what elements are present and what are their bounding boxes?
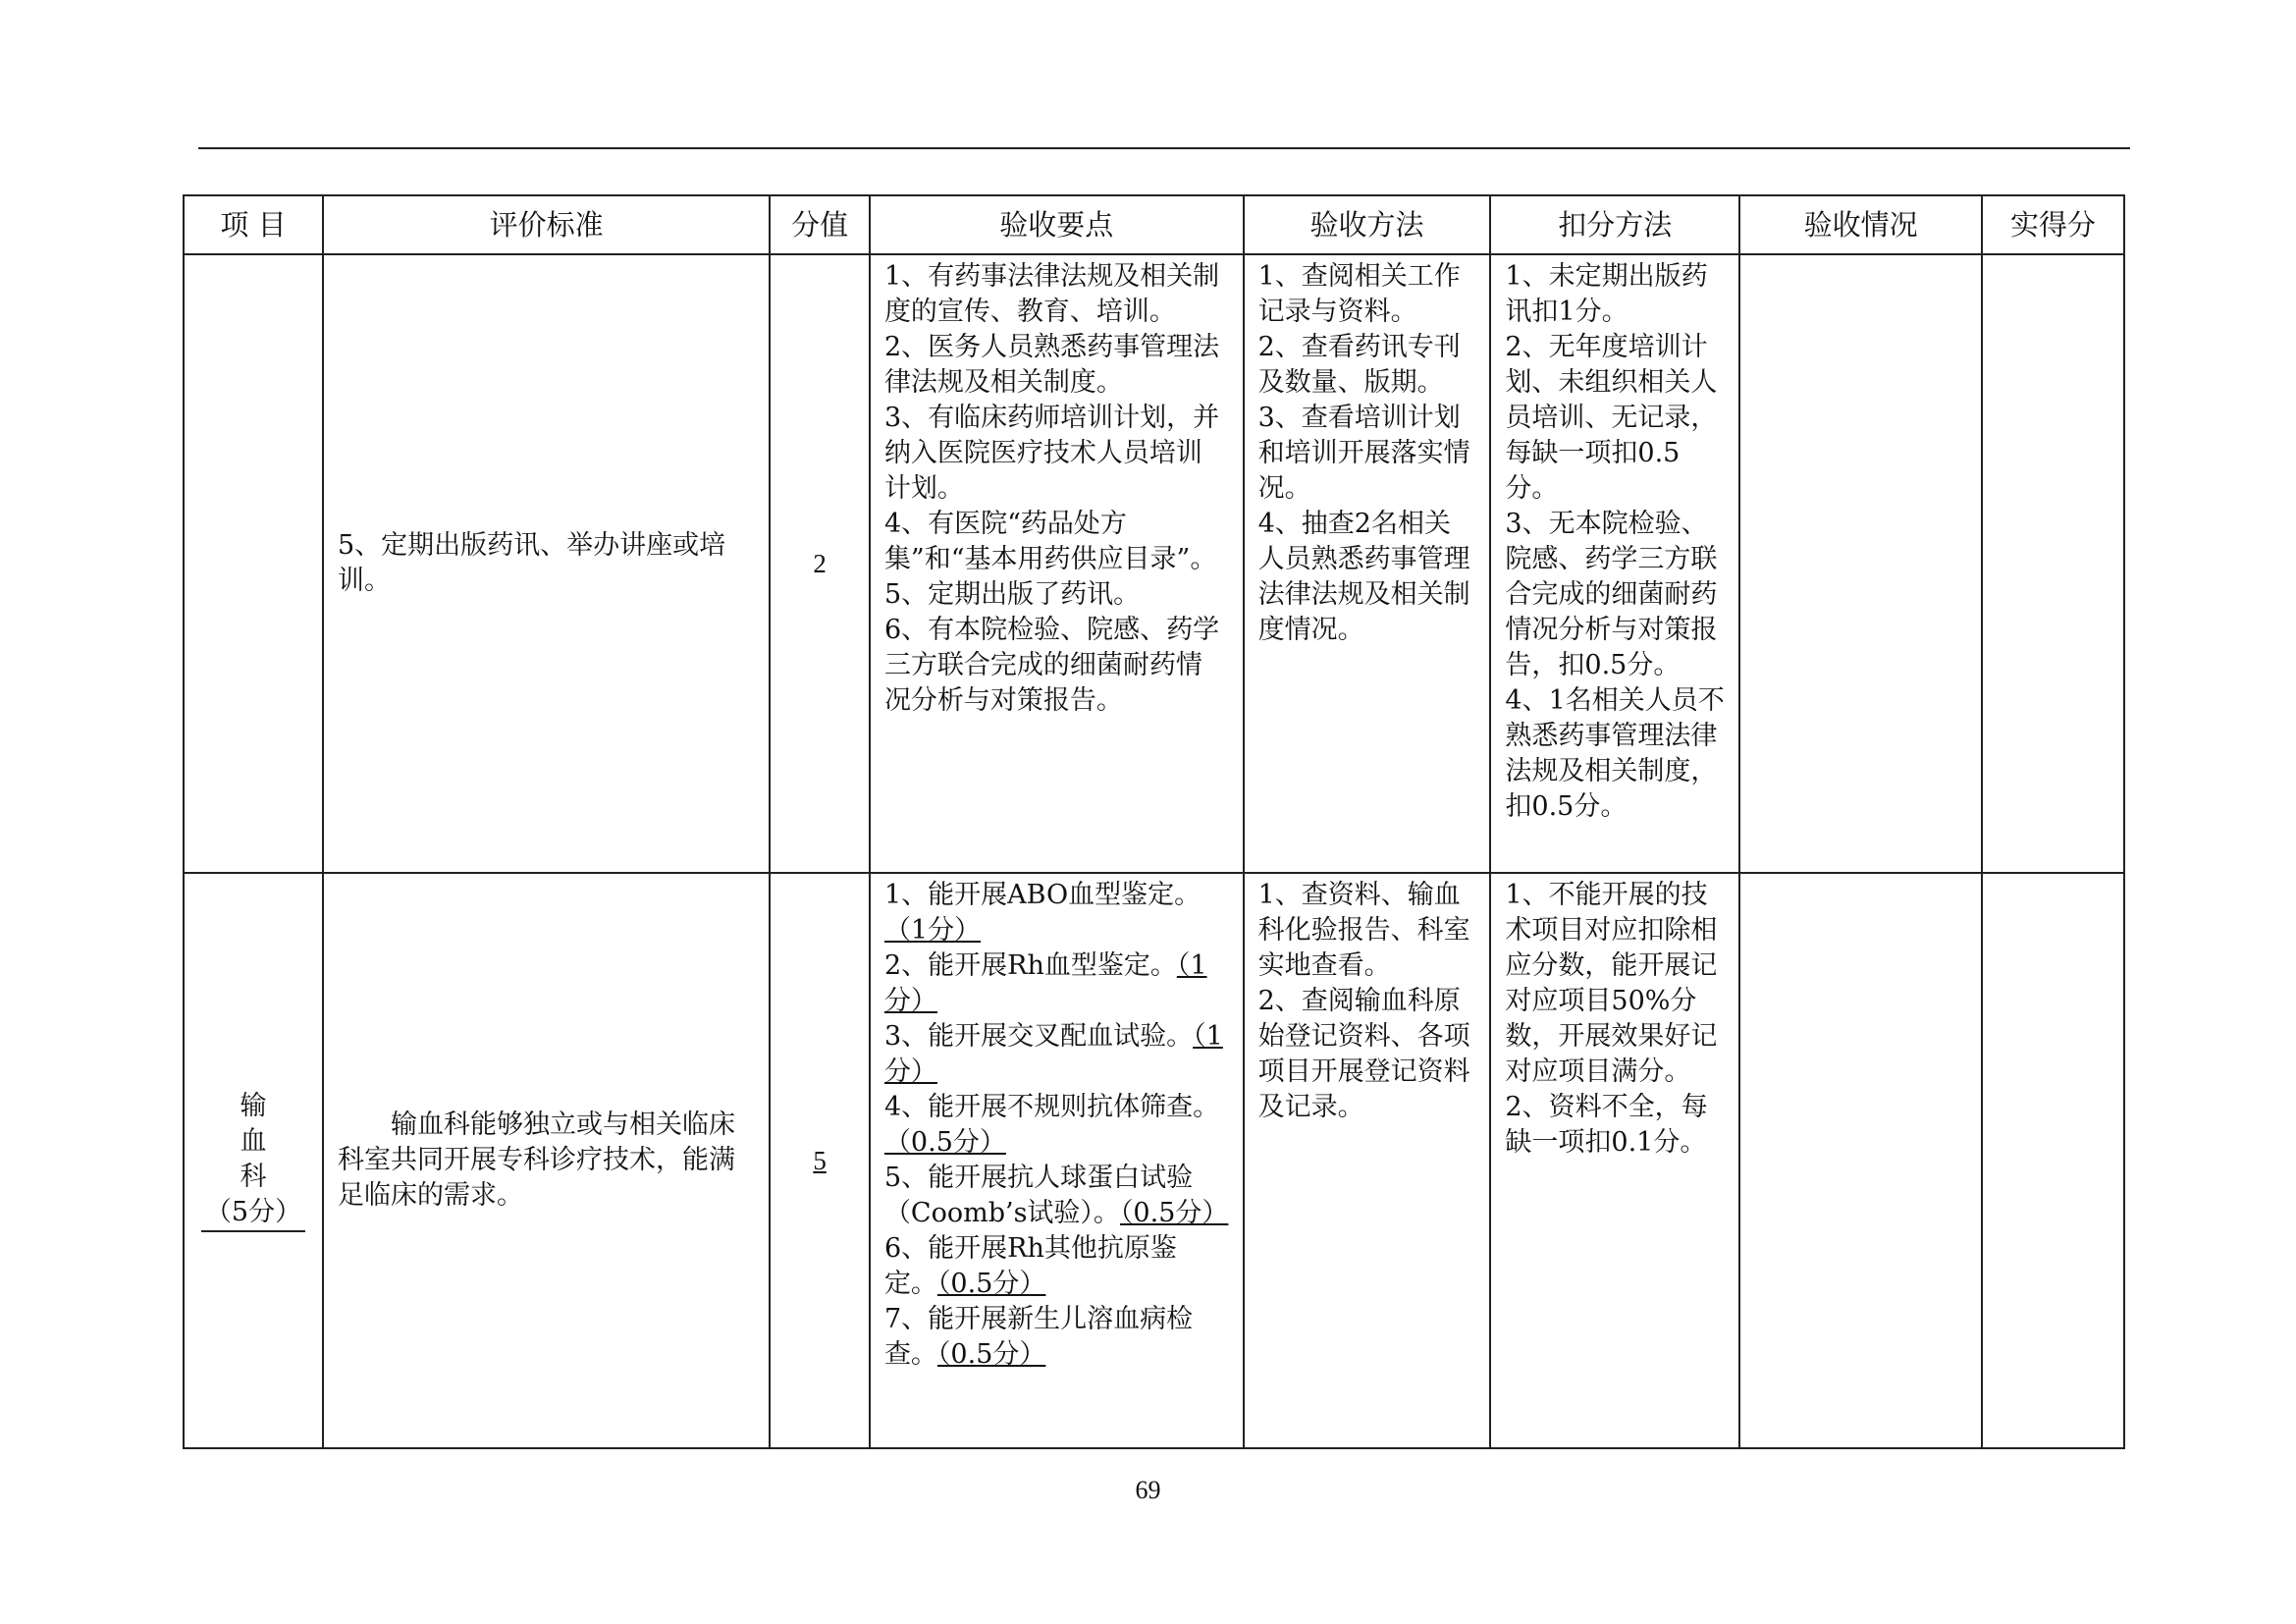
method-item: 2、查看药讯专刊及数量、版期。 [1257,332,1461,398]
point-item [884,1161,1229,1231]
row2-project [184,873,323,1448]
deduction-item: 2、无年度培训计划、未组织相关人员培训、无记录，每缺一项扣0.5分。 [1505,332,1718,504]
point-item: 3、有临床药师培训计划，并纳入医院医疗技术人员培训计划。 [883,403,1220,504]
row1-actual [1982,254,2124,873]
header-method: 验收方法 [1244,195,1491,254]
header-deduction: 扣分方法 [1490,195,1739,254]
point-item [884,1090,1229,1161]
header-score: 分值 [770,195,870,254]
deduction-item: 3、无本院检验、院感、药学三方联合完成的细菌耐药情况分析与对策报告，扣0.5分。 [1505,509,1718,680]
point-item: 4、有医院“药品处方集”和“基本用药供应目录”。 [883,509,1217,574]
row2-actual [1982,873,2124,1448]
point-score: （0.5分） [883,1127,1006,1158]
method-item: 4、抽查2名相关人员熟悉药事管理法律法规及相关制度情况。 [1257,509,1470,645]
table-header-row [184,195,2124,254]
point-text: 7、能开展新生儿溶血病检查。 [883,1304,1194,1370]
evaluation-table [183,194,2125,1449]
point-item [884,878,1229,948]
row1-method [1244,254,1491,873]
point-text: 2、能开展Rh血型鉴定。 [883,950,1177,981]
deduction-item: 4、1名相关人员不熟悉药事管理法律法规及相关制度，扣0.5分。 [1505,685,1725,822]
point-item [884,1302,1229,1373]
row1-project [184,254,323,873]
header-project: 项 目 [184,195,323,254]
header-points: 验收要点 [870,195,1244,254]
row1-status [1739,254,1982,873]
deduction-item: 1、未定期出版药讯扣1分。 [1505,261,1708,327]
row1-points [870,254,1244,873]
point-text: 4、能开展不规则抗体筛查。 [883,1092,1220,1122]
point-text: 5、能开展抗人球蛋白试验（Coomb’s试验）。 [883,1163,1194,1228]
point-item: 6、有本院检验、院感、药学三方联合完成的细菌耐药情况分析与对策报告。 [883,615,1220,716]
row2-score [770,873,870,1448]
deduction-item: 1、不能开展的技术项目对应扣除相应分数，能开展记对应项目50%分数，开展效果好记对应项目满分。 [1505,880,1718,1087]
method-item: 3、查看培训计划和培训开展落实情况。 [1257,403,1470,504]
point-item [884,1019,1229,1090]
header-status: 验收情况 [1739,195,1982,254]
point-score: （1分） [883,1021,1223,1087]
point-score: （0.5分） [1119,1198,1229,1228]
point-item: 1、有药事法律法规及相关制度的宣传、教育、培训。 [883,261,1220,327]
point-item: 2、医务人员熟悉药事管理法律法规及相关制度。 [883,332,1220,398]
point-text: 6、能开展Rh其他抗原鉴定。 [883,1233,1177,1299]
table-row [184,254,2124,873]
header-rule [198,147,2130,149]
row1-standard: 5、定期出版药讯、举办讲座或培训。 [323,254,770,873]
method-item: 2、查阅输血科原始登记资料、各项项目开展登记资料及记录。 [1257,986,1470,1122]
point-score: （0.5分） [936,1269,1046,1299]
row2-status [1739,873,1982,1448]
project-score: （5分） [201,1195,305,1232]
header-standard: 评价标准 [323,195,770,254]
point-score: （0.5分） [936,1339,1046,1370]
point-item [884,1231,1229,1302]
header-actual: 实得分 [1982,195,2124,254]
point-score: （1分） [883,915,982,946]
row2-standard: 输血科能够独立或与相关临床科室共同开展专科诊疗技术，能满足临床的需求。 [323,873,770,1448]
project-char: 输 [240,1091,267,1121]
method-item: 1、查资料、输血科化验报告、科室实地查看。 [1257,880,1470,981]
project-char: 血 [240,1126,267,1157]
page-number: 69 [1135,1476,1161,1504]
table-row [184,873,2124,1448]
row2-method [1244,873,1491,1448]
point-text: 3、能开展交叉配血试验。 [883,1021,1194,1052]
row2-score-value: 5 [813,1146,827,1175]
row1-score: 2 [770,254,870,873]
project-char: 科 [240,1162,267,1192]
point-item: 5、定期出版了药讯。 [883,579,1141,610]
row2-deduction [1490,873,1739,1448]
point-text: 1、能开展ABO血型鉴定。 [883,880,1201,910]
point-item [884,948,1229,1019]
row2-points [870,873,1244,1448]
method-item: 1、查阅相关工作记录与资料。 [1257,261,1461,327]
point-score: （1分） [883,950,1207,1016]
deduction-item: 2、资料不全，每缺一项扣0.1分。 [1505,1092,1708,1158]
row1-deduction [1490,254,1739,873]
